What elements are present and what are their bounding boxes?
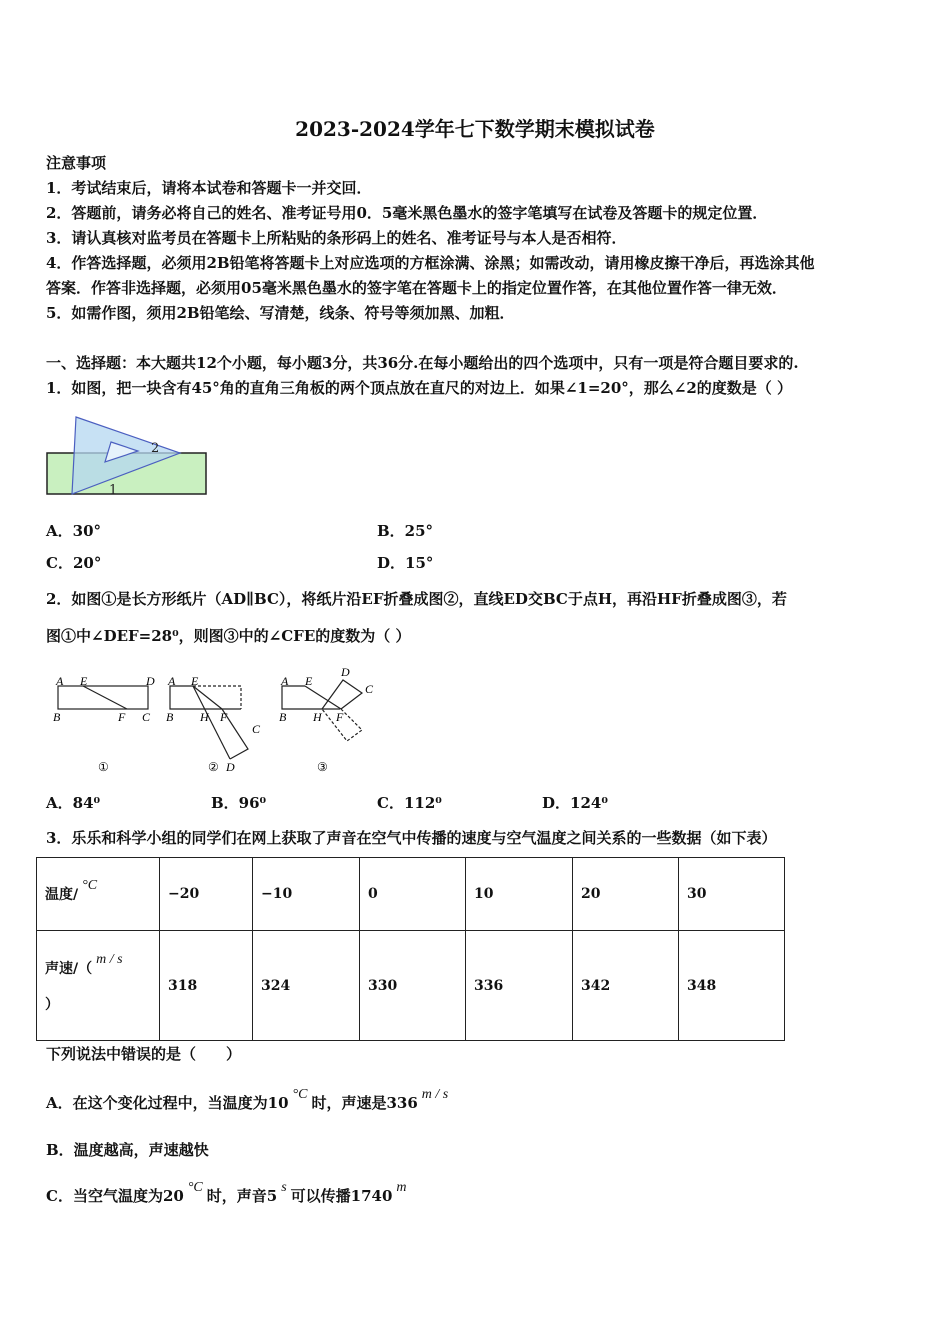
unit: °C	[292, 1087, 308, 1102]
q3-option-a	[46, 1087, 452, 1113]
q2-figures	[40, 665, 400, 780]
svg-text:E: E	[191, 674, 199, 688]
svg-text:F: F	[220, 710, 228, 724]
text: 可以传播1740	[290, 1187, 393, 1205]
table-cell: 20	[573, 858, 679, 931]
unit: m / s	[421, 1087, 449, 1102]
fig-caption-2: ②	[208, 760, 219, 774]
svg-text:C: C	[142, 710, 151, 724]
unit: °C	[187, 1180, 203, 1195]
svg-text:H: H	[313, 710, 322, 724]
q1-option-b: B．25°	[377, 522, 434, 540]
svg-text:A: A	[168, 674, 176, 688]
q1-option-a: A．30°	[46, 522, 102, 540]
unit-mps: m / s	[96, 951, 123, 967]
data-table	[36, 857, 785, 1041]
note-item: 答案．作答非选择题，必须用05毫米黑色墨水的签字笔在答题卡上的指定位置作答，在其他位置作答一律无效．	[46, 279, 787, 297]
section-heading: 一、选择题：本大题共12个小题，每小题3分，共36分.在每小题给出的四个选项中，只有一项是符合题目要求的.	[46, 354, 799, 372]
svg-text:D: D	[226, 760, 235, 774]
svg-text:B: B	[53, 710, 61, 724]
unit-celsius: °C	[82, 878, 98, 893]
q2-option-d: D．124⁰	[542, 794, 608, 812]
q1-option-d: D．15°	[377, 554, 434, 572]
unit: s	[281, 1180, 287, 1195]
note-item: 4．作答选择题，必须用2B铅笔将答题卡上对应选项的方框涂满、涂黑；如需改动，请用橡皮擦干净后，再选涂其他	[46, 254, 815, 272]
table-cell: 324	[253, 931, 360, 1041]
svg-text:F: F	[336, 710, 344, 724]
q2-option-a: A．84⁰	[46, 794, 101, 812]
table-row-temperature	[37, 858, 785, 931]
svg-text:C: C	[252, 722, 261, 736]
page-title: 2023-2024学年七下数学期末模拟试卷	[295, 117, 655, 141]
note-item: 2．答题前，请务必将自己的姓名、准考证号用0．5毫米黑色墨水的签字笔填写在试卷及答题卡的规定位置．	[46, 204, 768, 222]
angle-1-label: 1	[109, 483, 118, 498]
table-cell: 318	[160, 931, 253, 1041]
table-cell: −20	[160, 858, 253, 931]
q2-option-c: C．112⁰	[377, 794, 442, 812]
table-cell: 348	[679, 931, 785, 1041]
text: 时，声音5	[206, 1187, 278, 1205]
fig-caption-1: ①	[98, 760, 109, 774]
table-cell: 342	[573, 931, 679, 1041]
svg-text:D: D	[146, 674, 155, 688]
q1-option-c: C．20°	[46, 554, 102, 572]
q2-stem-line2: 图①中∠DEF=28⁰，则图③中的∠CFE的度数为（ ）	[46, 627, 411, 645]
q3-prompt: 下列说法中错误的是（ ）	[46, 1045, 242, 1063]
text: 时，声速是336	[311, 1094, 418, 1112]
note-item: 1．考试结束后，请将本试卷和答题卡一并交回．	[46, 179, 372, 197]
angle-2-label: 2	[151, 441, 160, 456]
svg-text:A: A	[281, 674, 289, 688]
svg-text:A: A	[56, 674, 64, 688]
table-cell: 10	[466, 858, 573, 931]
table-cell: −10	[253, 858, 360, 931]
table-cell: 30	[679, 858, 785, 931]
q3-stem: 3．乐乐和科学小组的同学们在网上获取了声音在空气中传播的速度与空气温度之间关系的一些数据（如下表）	[46, 829, 777, 847]
fig-caption-3: ③	[317, 760, 328, 774]
svg-text:F: F	[118, 710, 126, 724]
svg-text:E: E	[305, 674, 313, 688]
svg-text:E: E	[80, 674, 88, 688]
row-label: 温度/	[45, 887, 79, 903]
row-label-close: ）	[45, 996, 59, 1013]
text: A．在这个变化过程中，当温度为10	[46, 1094, 289, 1112]
note-item: 3．请认真核对监考员在答题卡上所粘贴的条形码上的姓名、准考证号与本人是否相符．	[46, 229, 627, 247]
svg-text:D: D	[341, 665, 350, 679]
q2-option-b: B．96⁰	[211, 794, 267, 812]
svg-text:B: B	[166, 710, 174, 724]
q3-option-b: B．温度越高，声速越快	[46, 1141, 209, 1159]
q2-stem-line1: 2．如图①是长方形纸片（AD∥BC），将纸片沿EF折叠成图②，直线ED交BC于点H，再沿HF折叠成图③，若	[46, 590, 787, 608]
text: C．当空气温度为20	[46, 1187, 184, 1205]
svg-text:B: B	[279, 710, 287, 724]
notes-heading: 注意事项	[46, 154, 107, 172]
table-cell: 330	[360, 931, 466, 1041]
row-label: 声速/（	[45, 960, 93, 977]
q1-stem: 1．如图，把一块含有45°角的直角三角板的两个顶点放在直尺的对边上．如果∠1=20°，那么∠2的度数是（ ）	[46, 379, 792, 397]
table-cell: 336	[466, 931, 573, 1041]
svg-text:H: H	[200, 710, 209, 724]
unit: m	[396, 1180, 407, 1195]
q1-figure	[40, 410, 220, 500]
q3-option-c	[46, 1180, 411, 1206]
svg-text:C: C	[365, 682, 374, 696]
table-cell: 0	[360, 858, 466, 931]
table-row-speed	[37, 931, 785, 1041]
note-item: 5．如需作图，须用2B铅笔绘、写清楚，线条、符号等须加黑、加粗．	[46, 304, 515, 322]
